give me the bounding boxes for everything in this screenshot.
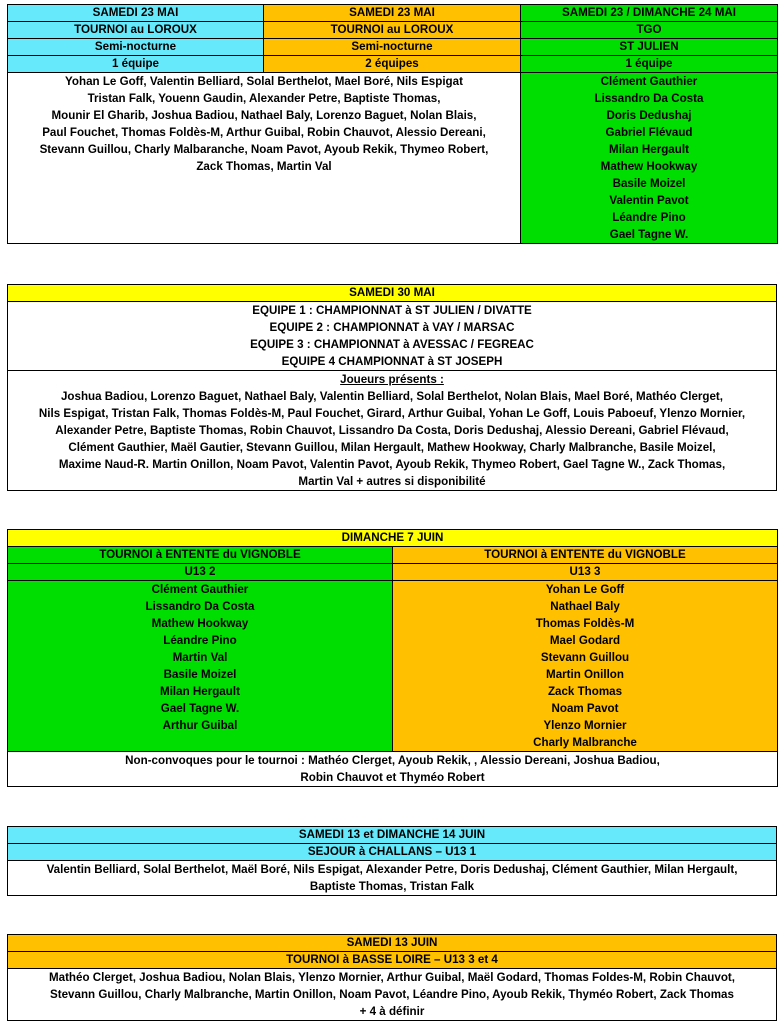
player-name: Doris Dedushaj (606, 109, 692, 122)
players-line: Mathéo Clerget, Joshua Badiou, Nolan Blais, Ylenzo Mornier, Arthur Guibal, Maël Godard, Thomas Foldes-M, Robin Chauvot, (48, 971, 736, 984)
teams-cell: 2 équipes (264, 56, 521, 73)
players-line: Clément Gauthier, Maël Gautier, Stevann Guillou, Milan Hergault, Mathew Hookway, Charly Malbranche, Basile Moizel, (68, 441, 716, 454)
player-name: Léandre Pino (612, 211, 686, 224)
players-line: Tristan Falk, Youenn Gaudin, Alexander Petre, Baptiste Thomas, (87, 92, 441, 105)
date-cell: SAMEDI 23 MAI (264, 5, 521, 22)
teams-cell: 1 équipe (521, 56, 778, 73)
player-name: Basile Moizel (163, 668, 237, 681)
player-name: Martin Val (172, 651, 228, 664)
date-cell: SAMEDI 23 MAI (8, 5, 264, 22)
type-cell: Semi-nocturne (264, 39, 521, 56)
section-may-23 (7, 4, 778, 244)
section-june-7 (7, 529, 778, 787)
player-name: Léandre Pino (163, 634, 237, 647)
player-name: Lissandro Da Costa (594, 92, 704, 105)
team-line: EQUIPE 1 : CHAMPIONNAT à ST JULIEN / DIVATTE (252, 304, 532, 317)
player-name: Charly Malbranche (533, 736, 637, 749)
event-cell: TOURNOI au LOROUX (8, 22, 264, 39)
player-name: Ylenzo Mornier (543, 719, 627, 732)
not-called-line: Non-convoques pour le tournoi : Mathéo Clerget, Ayoub Rekik, , Alessio Dereani, Joshua Badiou, (125, 754, 660, 767)
players-line: Zack Thomas, Martin Val (196, 160, 332, 173)
event-cell: TGO (521, 22, 778, 39)
event-cell: TOURNOI au LOROUX (264, 22, 521, 39)
teams-cell (8, 302, 777, 371)
player-name: Gael Tagne W. (609, 228, 689, 241)
players-line: Mounir El Gharib, Joshua Badiou, Nathael Baly, Lorenzo Baguet, Nolan Blais, (51, 109, 477, 122)
player-name: Mathew Hookway (600, 160, 698, 173)
player-name: Nathael Baly (550, 600, 620, 613)
u13-2-players (8, 581, 393, 752)
team-cell: U13 3 (393, 564, 778, 581)
players-line: + 4 à définir (359, 1005, 425, 1018)
player-name: Clément Gauthier (600, 75, 698, 88)
players-line: Baptiste Thomas, Tristan Falk (309, 880, 475, 893)
player-name: Stevann Guillou (540, 651, 630, 664)
loroux-players (8, 73, 521, 244)
date-cell: SAMEDI 23 / DIMANCHE 24 MAI (521, 5, 778, 22)
section-may-30 (7, 284, 777, 491)
players-line: Maxime Naud-R. Martin Onillon, Noam Pavot, Valentin Pavot, Ayoub Rekik, Thymeo Robert, Gael Tagne W., Zack Thomas, (58, 458, 726, 471)
u13-3-players (393, 581, 778, 752)
date-cell: SAMEDI 30 MAI (8, 285, 777, 302)
player-name: Thomas Foldès-M (535, 617, 635, 630)
section-june-13 (7, 934, 777, 1021)
player-name: Mael Godard (549, 634, 621, 647)
players-line: Valentin Belliard, Solal Berthelot, Maël Boré, Nils Espigat, Alexander Petre, Doris Dedushaj, Clément Gauthier, Milan Hergault, (46, 863, 738, 876)
not-called-line: Robin Chauvot et Thyméo Robert (300, 771, 485, 784)
players-line: Martin Val + autres si disponibilité (298, 475, 486, 488)
event-cell: TOURNOI à BASSE LOIRE – U13 3 et 4 (8, 952, 777, 969)
type-cell: ST JULIEN (521, 39, 778, 56)
event-cell: TOURNOI à ENTENTE du VIGNOBLE (393, 547, 778, 564)
players-cell (8, 969, 777, 1021)
event-cell: SEJOUR à CHALLANS – U13 1 (8, 844, 777, 861)
player-name: Milan Hergault (609, 143, 689, 156)
player-name: Noam Pavot (551, 702, 619, 715)
players-heading: Joueurs présents : (340, 373, 444, 386)
date-cell: SAMEDI 13 JUIN (8, 935, 777, 952)
player-name: Yohan Le Goff (545, 583, 625, 596)
player-name: Arthur Guibal (162, 719, 238, 732)
teams-cell: 1 équipe (8, 56, 264, 73)
date-cell: DIMANCHE 7 JUIN (8, 530, 778, 547)
players-line: Alexander Petre, Baptiste Thomas, Robin Chauvot, Lissandro Da Costa, Doris Dedushaj, Alessio Dereani, Gabriel Flévaud, (55, 424, 729, 437)
players-line: Stevann Guillou, Charly Malbaranche, Noam Pavot, Ayoub Rekik, Thymeo Robert, (39, 143, 489, 156)
player-name: Clément Gauthier (151, 583, 249, 596)
players-line: Yohan Le Goff, Valentin Belliard, Solal Berthelot, Mael Boré, Nils Espigat (65, 75, 463, 88)
players-line: Stevann Guillou, Charly Malbranche, Martin Onillon, Noam Pavot, Léandre Pino, Ayoub Rekik, Thyméo Robert, Zack Thomas (50, 988, 734, 1001)
date-cell: SAMEDI 13 et DIMANCHE 14 JUIN (8, 827, 777, 844)
players-line: Joshua Badiou, Lorenzo Baguet, Nathael Baly, Valentin Belliard, Solal Berthelot, Nolan Blais, Mael Boré, Mathéo Clerget, (60, 390, 724, 403)
team-line: EQUIPE 3 : CHAMPIONNAT à AVESSAC / FEGREAC (250, 338, 534, 351)
player-name: Lissandro Da Costa (145, 600, 255, 613)
player-name: Gael Tagne W. (160, 702, 240, 715)
team-line: EQUIPE 2 : CHAMPIONNAT à VAY / MARSAC (269, 321, 515, 334)
team-line: EQUIPE 4 CHAMPIONNAT à ST JOSEPH (281, 355, 503, 368)
players-cell (8, 371, 777, 491)
players-line: Paul Fouchet, Thomas Foldès-M, Arthur Guibal, Robin Chauvot, Alessio Dereani, (42, 126, 486, 139)
team-cell: U13 2 (8, 564, 393, 581)
players-line: Nils Espigat, Tristan Falk, Thomas Foldès-M, Paul Fouchet, Girard, Arthur Guibal, Yohan Le Goff, Louis Paboeuf, Ylenzo Mornier, (38, 407, 746, 420)
event-cell: TOURNOI à ENTENTE du VIGNOBLE (8, 547, 393, 564)
section-june-13-14 (7, 826, 777, 896)
player-name: Valentin Pavot (609, 194, 689, 207)
tgo-players (521, 73, 778, 244)
players-cell (8, 861, 777, 896)
type-cell: Semi-nocturne (8, 39, 264, 56)
player-name: Milan Hergault (160, 685, 240, 698)
player-name: Martin Onillon (546, 668, 624, 681)
not-called-cell (8, 752, 778, 787)
player-name: Basile Moizel (612, 177, 686, 190)
player-name: Mathew Hookway (151, 617, 249, 630)
player-name: Gabriel Flévaud (605, 126, 693, 139)
player-name: Zack Thomas (547, 685, 623, 698)
